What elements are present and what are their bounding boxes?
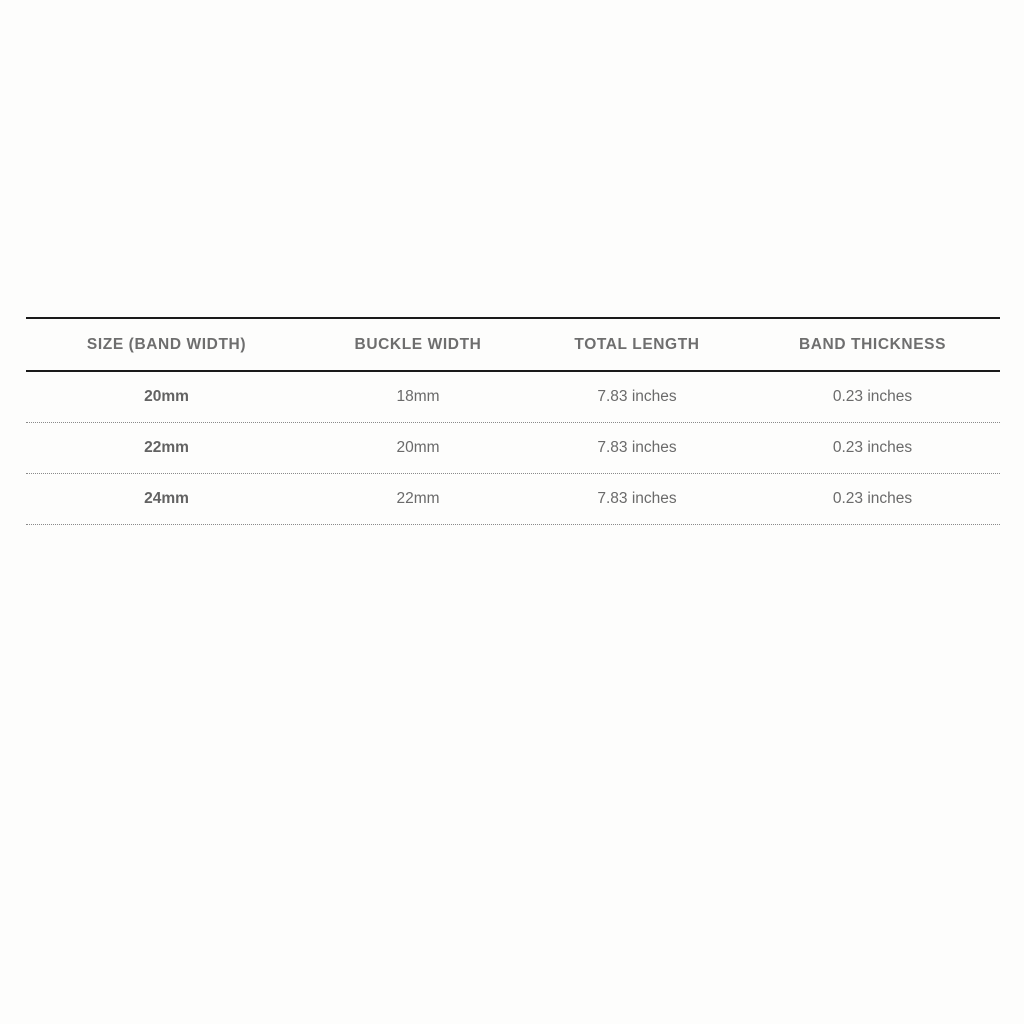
cell-total-length: 7.83 inches (597, 388, 677, 405)
header-total-length: TOTAL LENGTH (574, 335, 700, 353)
size-chart-table (26, 317, 1000, 525)
header-buckle-width: BUCKLE WIDTH (354, 335, 482, 353)
table-header-row (26, 319, 1000, 372)
table-row (26, 474, 1000, 525)
cell-band-thickness: 0.23 inches (832, 490, 913, 507)
cell-band-thickness: 0.23 inches (832, 439, 913, 456)
cell-size: 22mm (144, 439, 189, 456)
cell-buckle-width: 18mm (396, 388, 440, 405)
cell-band-thickness: 0.23 inches (832, 388, 913, 405)
table-row (26, 372, 1000, 423)
cell-buckle-width: 20mm (396, 439, 440, 456)
cell-buckle-width: 22mm (396, 490, 440, 507)
cell-size: 24mm (144, 490, 189, 507)
header-size-band-width: SIZE (BAND WIDTH) (86, 335, 247, 353)
cell-total-length: 7.83 inches (597, 490, 677, 507)
table-row (26, 423, 1000, 474)
cell-size: 20mm (144, 388, 189, 405)
header-band-thickness: BAND THICKNESS (798, 335, 947, 353)
cell-total-length: 7.83 inches (597, 439, 677, 456)
